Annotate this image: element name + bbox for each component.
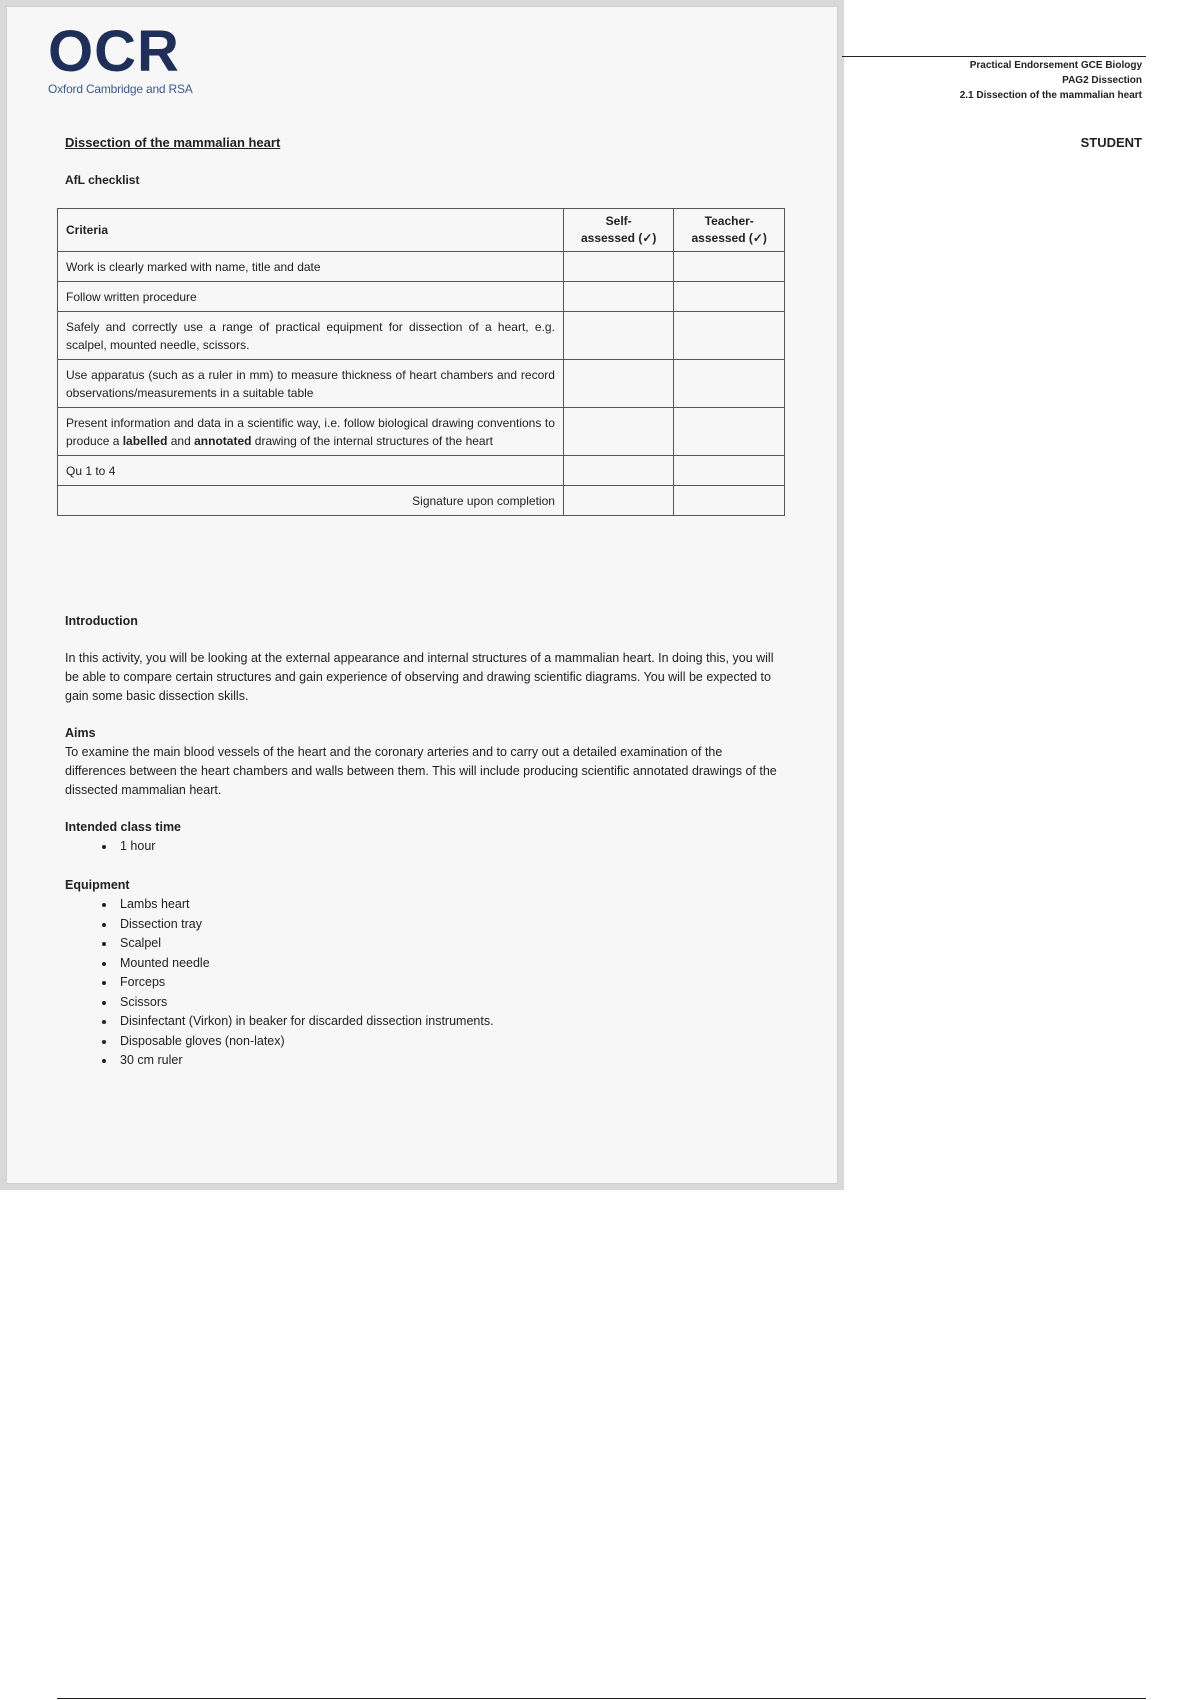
criteria-cell: Work is clearly marked with name, title and date xyxy=(58,252,564,282)
self-assessed-header-line1: Self- xyxy=(605,214,632,228)
header-course: Practical Endorsement GCE Biology xyxy=(969,60,1142,71)
equipment-section xyxy=(65,876,777,1071)
equipment-list xyxy=(65,895,777,1071)
table-row xyxy=(58,456,785,486)
teacher-assessed-cell[interactable] xyxy=(674,456,785,486)
list-item: • Forceps xyxy=(116,973,777,993)
aims-section xyxy=(65,724,777,800)
equipment-heading: Equipment xyxy=(65,878,130,892)
teacher-signature-cell[interactable] xyxy=(674,486,785,516)
self-assessed-cell[interactable] xyxy=(563,456,674,486)
aims-heading: Aims xyxy=(65,726,96,740)
introduction-text: In this activity, you will be looking at the external appearance and internal structures of a mammalian heart. In doing this, you will be able to compare certain structures and gain experience of observing and drawing scientific diagrams. You will be expected to gain some basic dissection skills. xyxy=(65,651,774,703)
teacher-assessed-cell[interactable] xyxy=(674,252,785,282)
list-item: • Dissection tray xyxy=(116,915,777,935)
header-pag: PAG2 Dissection xyxy=(1062,75,1142,86)
self-assessed-cell[interactable] xyxy=(563,408,674,456)
teacher-assessed-header-line1: Teacher- xyxy=(704,214,754,228)
criteria-text-part: drawing of the internal structures of the heart xyxy=(251,433,493,448)
list-item: • 1 hour xyxy=(116,837,777,857)
signature-label-cell: Signature upon completion xyxy=(58,486,564,516)
criteria-cell: Safely and correctly use a range of practical equipment for dissection of a heart, e.g. scalpel, mounted needle, scissors. xyxy=(58,312,564,360)
teacher-assessed-header xyxy=(674,209,785,252)
bottom-rule xyxy=(57,1698,1146,1699)
ocr-logo xyxy=(48,19,193,96)
introduction-heading: Introduction xyxy=(65,614,138,628)
class-time-section xyxy=(65,818,777,857)
list-item: • Disinfectant (Virkon) in beaker for discarded dissection instruments. xyxy=(116,1012,777,1032)
logo-subtitle: Oxford Cambridge and RSA xyxy=(48,82,193,96)
criteria-text-part: and xyxy=(167,433,195,448)
table-row xyxy=(58,360,785,408)
self-signature-cell[interactable] xyxy=(563,486,674,516)
class-time-heading: Intended class time xyxy=(65,820,182,834)
role-label: STUDENT xyxy=(1080,135,1142,150)
table-header-row xyxy=(58,209,785,252)
self-assessed-cell[interactable] xyxy=(563,360,674,408)
teacher-assessed-header-line2: assessed (✓) xyxy=(691,231,767,245)
checklist-heading: AfL checklist xyxy=(65,173,140,187)
criteria-cell: Follow written procedure xyxy=(58,282,564,312)
list-item: • Scalpel xyxy=(116,934,777,954)
criteria-cell xyxy=(58,408,564,456)
list-item: • Scissors xyxy=(116,993,777,1013)
top-rule xyxy=(842,56,1146,57)
teacher-assessed-cell[interactable] xyxy=(674,360,785,408)
teacher-assessed-cell[interactable] xyxy=(674,282,785,312)
table-row xyxy=(58,408,785,456)
table-row xyxy=(58,252,785,282)
criteria-bold-labelled: labelled xyxy=(122,433,168,448)
self-assessed-cell[interactable] xyxy=(563,282,674,312)
afl-checklist-table xyxy=(57,208,785,516)
aims-text: To examine the main blood vessels of the heart and the coronary arteries and to carry out a detailed examination of the differences between the heart chambers and walls between them. This will include producing scientific annotated drawings of the dissected mammalian heart. xyxy=(65,745,777,797)
introduction-section xyxy=(65,612,777,706)
list-item: • Disposable gloves (non-latex) xyxy=(116,1032,777,1052)
criteria-header: Criteria xyxy=(58,209,564,252)
table-row xyxy=(58,282,785,312)
header-activity: 2.1 Dissection of the mammalian heart xyxy=(959,90,1142,101)
teacher-assessed-cell[interactable] xyxy=(674,312,785,360)
self-assessed-cell[interactable] xyxy=(563,312,674,360)
self-assessed-header-line2: assessed (✓) xyxy=(580,231,657,245)
table-row xyxy=(58,486,785,516)
table-row xyxy=(58,312,785,360)
page-title: Dissection of the mammalian heart xyxy=(65,135,281,150)
logo-mark: OCR xyxy=(48,19,180,84)
criteria-cell: Qu 1 to 4 xyxy=(58,456,564,486)
document-header xyxy=(960,58,1142,103)
criteria-text-part: Present information and data in a scientific way, i.e. follow biological drawing conventions to produce a xyxy=(66,415,555,448)
class-time-list xyxy=(65,837,777,857)
list-item: • Mounted needle xyxy=(116,954,777,974)
teacher-assessed-cell[interactable] xyxy=(674,408,785,456)
criteria-cell: Use apparatus (such as a ruler in mm) to measure thickness of heart chambers and record observations/measurements in a suitable table xyxy=(58,360,564,408)
list-item: • 30 cm ruler xyxy=(116,1051,777,1071)
criteria-bold-annotated: annotated xyxy=(194,433,252,448)
self-assessed-cell[interactable] xyxy=(563,252,674,282)
list-item: • Lambs heart xyxy=(116,895,777,915)
self-assessed-header xyxy=(563,209,674,252)
